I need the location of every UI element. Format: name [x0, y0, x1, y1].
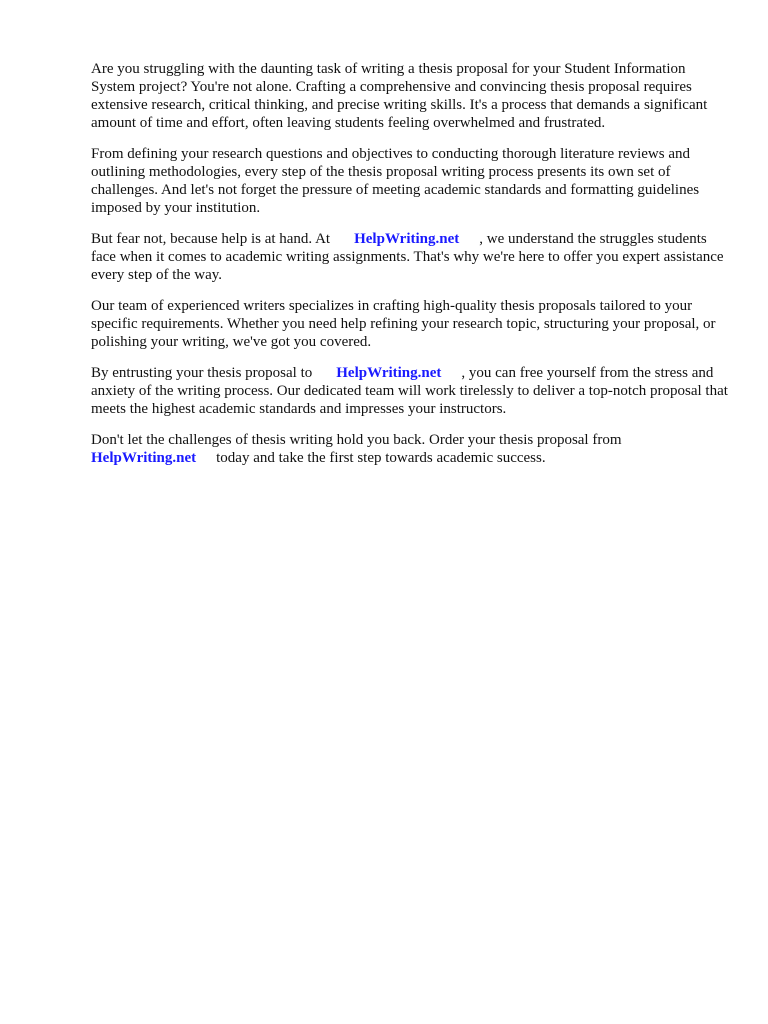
paragraph-entrust-text-before: By entrusting your thesis proposal to [91, 365, 313, 381]
paragraph-entrust-text-after: , you can free yourself from the stress and anxiety of the writing process. Our dedicated team will work tirelessly to deliver a top-notch proposal that meets the highest academic standards and impresses your instructors. [91, 365, 728, 417]
helpwriting-link-3[interactable]: HelpWriting.net [91, 450, 197, 466]
paragraph-order [91, 431, 731, 467]
paragraph-help-text-before: But fear not, because help is at hand. At [91, 231, 331, 247]
paragraph-order-text-before: Don't let the challenges of thesis writing hold you back. Order your thesis proposal from [91, 432, 622, 448]
paragraph-help [91, 230, 731, 284]
document-body [91, 60, 731, 480]
paragraph-team: Our team of experienced writers specializes in crafting high-quality thesis proposals tailored to your specific requirements. Whether you need help refining your research topic, structuring your proposal, or polishing your writing, we've got you covered. [91, 298, 716, 350]
paragraph-order-text-after: today and take the first step towards academic success. [216, 450, 546, 466]
paragraph-entrust [91, 364, 731, 418]
helpwriting-link-2[interactable]: HelpWriting.net [336, 365, 442, 381]
helpwriting-link-1[interactable]: HelpWriting.net [354, 231, 460, 247]
paragraph-intro: Are you struggling with the daunting task of writing a thesis proposal for your Student Information System project? You're not alone. Crafting a comprehensive and convincing thesis proposal requires extensive research, critical thinking, and precise writing skills. It's a process that demands a significant amount of time and effort, often leaving students feeling overwhelmed and frustrated. [91, 61, 708, 131]
paragraph-help-text-after: , we understand the struggles students face when it comes to academic writing assignments. That's why we're here to offer you expert assistance every step of the way. [91, 231, 724, 283]
paragraph-challenges: From defining your research questions and objectives to conducting thorough literature reviews and outlining methodologies, every step of the thesis proposal writing process presents its own set of challenges. And let's not forget the pressure of meeting academic standards and formatting guidelines imposed by your institution. [91, 146, 700, 216]
